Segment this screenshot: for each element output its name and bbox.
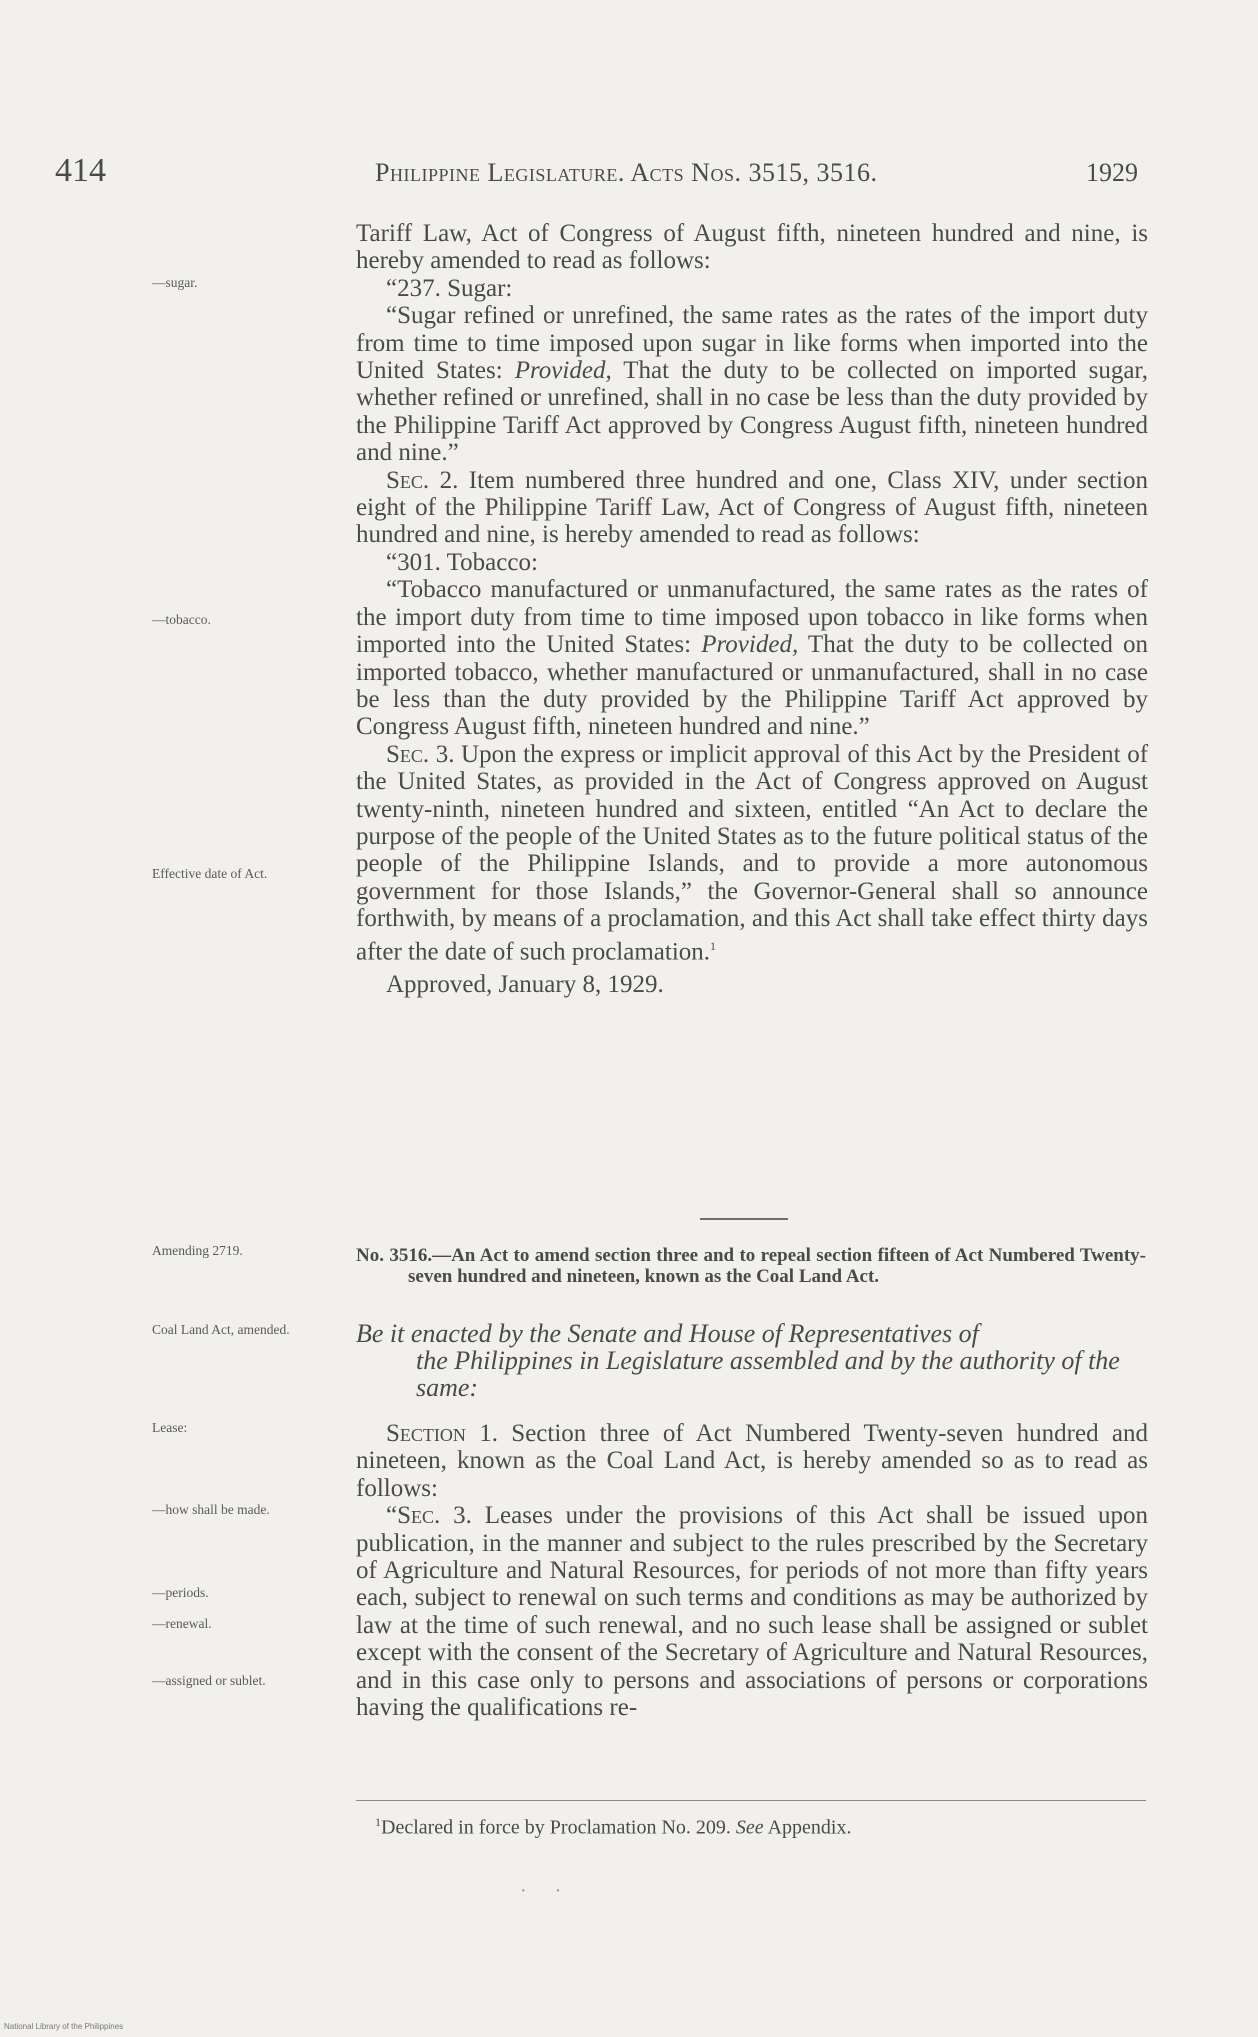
margin-note-amending: Amending 2719. <box>152 1243 243 1258</box>
section-label: “Sec. 3. <box>386 1502 472 1530</box>
section-label: Section 1. <box>386 1420 498 1447</box>
enacting-clause: Be it enacted by the Senate and House of Representatives of the Philippines in Legislature assembled and by the authority of the same: <box>356 1319 1120 1402</box>
running-head: Philippine Legislature. Acts Nos. 3515, 3516. <box>375 158 878 187</box>
section-label: Sec. 2. <box>386 466 459 494</box>
margin-note-tobacco: —tobacco. <box>152 612 211 627</box>
section-divider <box>700 1218 788 1220</box>
page-number: 414 <box>55 152 106 189</box>
margin-note-how-made: —how shall be made. <box>152 1502 270 1517</box>
paragraph: Sec. 3. Upon the express or implicit approval of this Act by the President of the United States, as provided in the Act of Congress approved on August twenty-ninth, nineteen hundred and sixteen, entitled “An Act to declare the purpose of the people of the United States as to the future political status of the people of the Philippine Islands, and to provide a more autonomous government for those Islands,” the Governor-General shall so announce forthwith, by means of a proclamation, and this Act shall take effect thirty days after the date of such proclamation.$^1$ <box>356 740 1149 965</box>
footnote-rule <box>356 1800 1146 1801</box>
margin-note-coal-land: Coal Land Act, amended. <box>152 1322 290 1337</box>
paragraph: “237. Sugar: <box>386 274 513 302</box>
margin-note-effective-date: Effective date of Act. <box>152 866 268 881</box>
paragraph: “301. Tobacco: <box>386 548 538 576</box>
paragraph: Tariff Law, Act of Congress of August fifth, nineteen hundred and nine, is hereby amended to read as follows: <box>356 220 1148 275</box>
paragraph: Sec. 2. Item numbered three hundred and one, Class XIV, under section eight of the Philippine Tariff Law, Act of Congress of August fifth, nineteen hundred and nine, is hereby amended to read as follows: <box>356 466 1148 549</box>
margin-note-lease: Lease: <box>152 1420 188 1435</box>
paragraph: “Sec. 3. Leases under the provisions of this Act shall be issued upon publication, in the manner and subject to the rules prescribed by the Secretary of Agriculture and Natural Resources, for periods of not more than fifty years each, subject to renewal on such terms and conditions as may be authorized by law at the time of such renewal, and no such lease shall be assigned or sublet except with the consent of the Secretary of Agriculture and Natural Resources, and in this case only to persons and associations of persons or corporations having the qualifications re- <box>356 1502 1149 1722</box>
act-3516-body <box>356 1420 1148 1721</box>
paragraph: Section 1. Section three of Act Numbered Twenty-seven hundred and nineteen, known as the Coal Land Act, is hereby amended so as to read as follows: <box>356 1420 1148 1502</box>
margin-note-assigned: —assigned or sublet. <box>152 1673 266 1688</box>
footnote: $^1$Declared in force by Proclamation No. 209. See Appendix. <box>375 1815 852 1839</box>
footnote-reference: 1 <box>710 938 717 953</box>
paragraph: “Tobacco manufactured or unmanufactured, the same rates as the rates of the import duty from time to time imposed upon tobacco in like forms when imported into the United States: Provided, That the duty to be collected on imported tobacco, whether manufactured or unmanufactured, shall in no case be less than the duty provided by the Philippine Tariff Act approved by Congress August fifth, nineteen hundred and nine.” <box>356 576 1148 741</box>
act-title: No. 3516.—An Act to amend section three and to repeal section fifteen of Act Numbered Twenty-seven hundred and nineteen, known as the Coal Land Act. <box>356 1245 1146 1287</box>
page-header <box>55 152 1138 192</box>
scan-credit: National Library of the Philippines <box>4 2022 124 2031</box>
header-year: 1929 <box>1086 158 1138 187</box>
margin-note-sugar: —sugar. <box>152 275 198 290</box>
approval-date: Approved, January 8, 1929. <box>386 971 664 999</box>
print-specks: ·· <box>520 1880 590 1902</box>
paragraph: “Sugar refined or unrefined, the same rates as the rates of the import duty from time to time imposed upon sugar in like forms when imported into the United States: Provided, That the duty to be collected on imported sugar, whether refined or unrefined, shall in no case be less than the duty provided by the Philippine Tariff Act approved by Congress August fifth, nineteen hundred and nine.” <box>356 302 1149 467</box>
margin-note-renewal: —renewal. <box>152 1616 212 1631</box>
margin-note-periods: —periods. <box>152 1585 209 1600</box>
body-text <box>356 220 1148 999</box>
section-label: Sec. 3. <box>386 740 455 768</box>
